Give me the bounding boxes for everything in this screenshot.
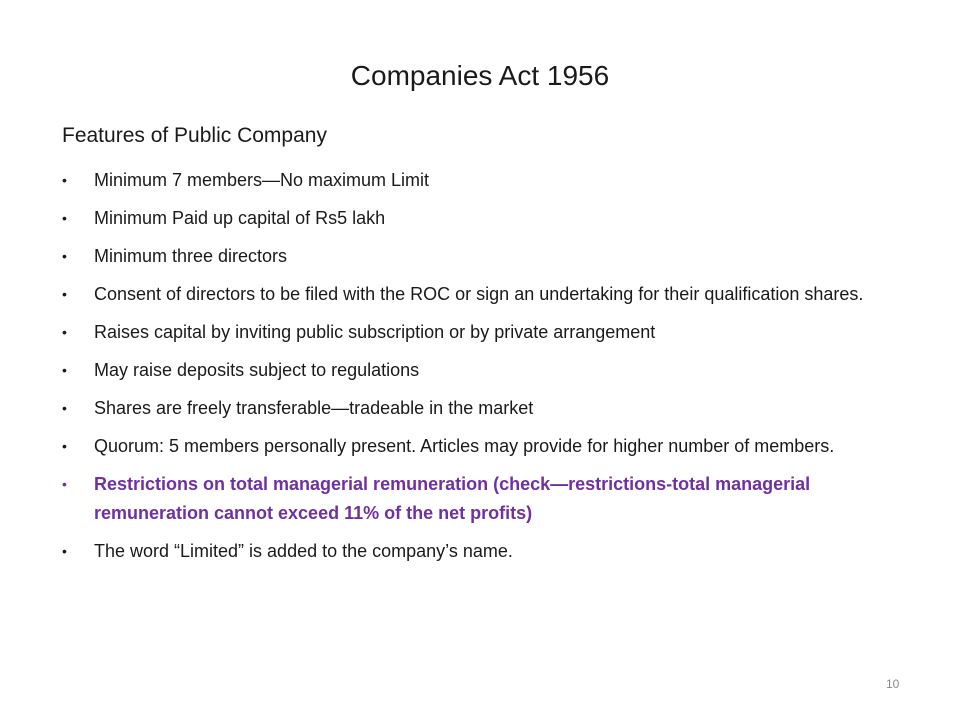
bullet-item bbox=[62, 356, 912, 385]
bullet-item bbox=[62, 394, 912, 423]
bullet-dot-icon: • bbox=[62, 543, 67, 559]
bullet-item bbox=[62, 537, 912, 566]
bullet-item bbox=[62, 318, 912, 347]
bullet-dot-icon: • bbox=[62, 286, 67, 302]
bullet-dot-icon: • bbox=[62, 400, 67, 416]
page-number: 10 bbox=[886, 677, 900, 691]
bullet-text: Minimum three directors bbox=[94, 246, 288, 266]
bullet-text: Raises capital by inviting public subscription or by private arrangement bbox=[94, 322, 656, 342]
bullet-text: The word “Limited” is added to the company’s name. bbox=[94, 541, 513, 561]
bullet-text: Restrictions on total managerial remuneration (check—restrictions-total managerial remuneration cannot exceed 11% of the net profits) bbox=[94, 474, 811, 523]
bullet-item bbox=[62, 204, 912, 233]
bullet-dot-icon: • bbox=[62, 324, 67, 340]
bullet-text: Minimum Paid up capital of Rs5 lakh bbox=[94, 208, 386, 228]
bullet-text: Consent of directors to be filed with the ROC or sign an undertaking for their qualification shares. bbox=[94, 284, 864, 304]
bullet-item bbox=[62, 166, 912, 195]
bullet-item bbox=[62, 432, 912, 461]
bullet-dot-icon: • bbox=[62, 476, 67, 492]
slide-title: Companies Act 1956 bbox=[350, 60, 610, 91]
bullet-dot-icon: • bbox=[62, 172, 67, 188]
bullet-item bbox=[62, 242, 912, 271]
bullet-dot-icon: • bbox=[62, 248, 67, 264]
bullet-text: Minimum 7 members—No maximum Limit bbox=[94, 170, 430, 190]
bullet-text: May raise deposits subject to regulations bbox=[94, 360, 420, 380]
bullet-list bbox=[62, 166, 912, 575]
bullet-item bbox=[62, 280, 912, 309]
bullet-dot-icon: • bbox=[62, 362, 67, 378]
bullet-item-highlighted bbox=[62, 470, 912, 528]
bullet-text: Shares are freely transferable—tradeable in the market bbox=[94, 398, 534, 418]
slide-subtitle: Features of Public Company bbox=[62, 124, 327, 147]
bullet-text: Quorum: 5 members personally present. Articles may provide for higher number of members. bbox=[94, 436, 835, 456]
bullet-dot-icon: • bbox=[62, 438, 67, 454]
bullet-dot-icon: • bbox=[62, 210, 67, 226]
